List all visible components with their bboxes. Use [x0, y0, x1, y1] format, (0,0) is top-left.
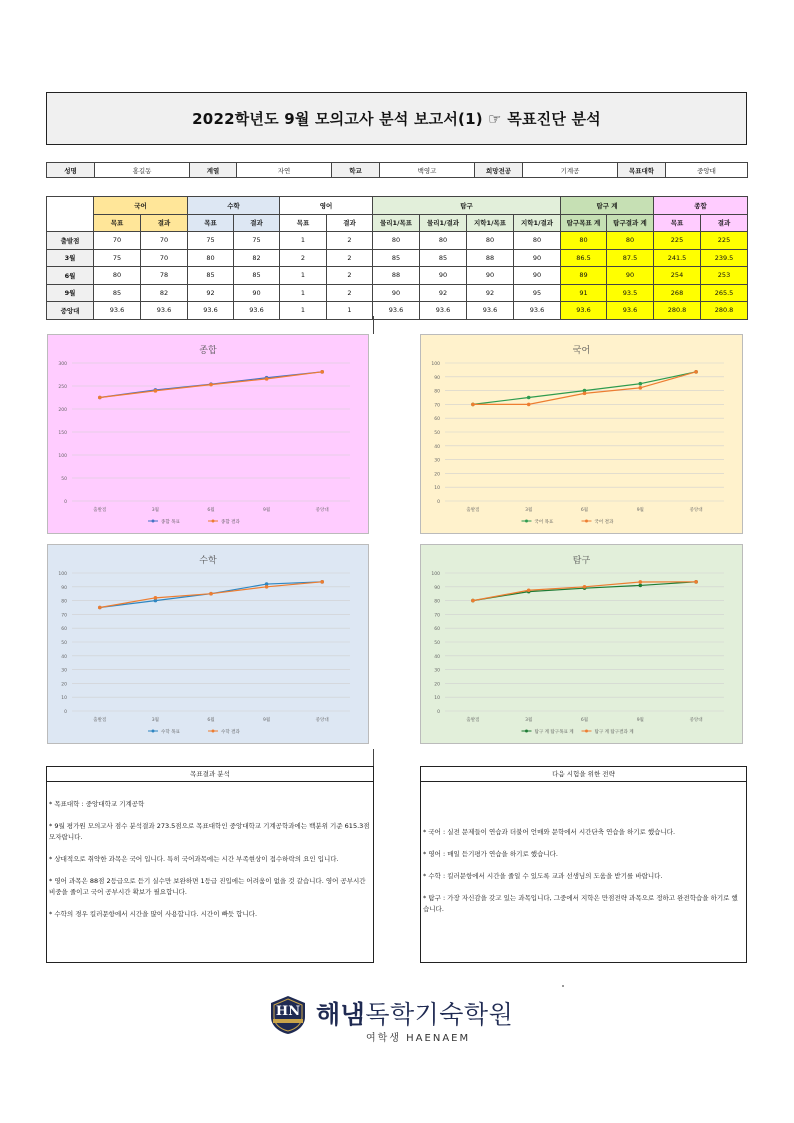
- chart-svg: [421, 545, 742, 743]
- score-cell: 253: [701, 267, 748, 285]
- x-tick-label: 6월: [580, 508, 589, 513]
- data-point: [98, 606, 102, 610]
- score-cell: 239.5: [701, 249, 748, 267]
- y-tick-label: 80: [61, 599, 67, 605]
- major-value: 기계공: [523, 163, 618, 178]
- data-point: [154, 389, 158, 393]
- score-cell: 2: [327, 249, 373, 267]
- score-cell: 93.6: [373, 302, 420, 320]
- y-tick-label: 100: [431, 572, 440, 577]
- score-cell: 70: [94, 232, 141, 250]
- y-tick-label: 200: [58, 408, 67, 413]
- analysis-panel: [46, 766, 374, 963]
- score-cell: 92: [188, 284, 234, 302]
- legend-label: 종합 목표: [161, 519, 180, 525]
- strategy-panel: [420, 766, 747, 963]
- legend-marker: [525, 730, 528, 733]
- score-cell: 92: [420, 284, 467, 302]
- legend-marker: [152, 520, 155, 523]
- table-row: [47, 249, 748, 267]
- data-point: [527, 588, 531, 592]
- score-cell: 95: [514, 284, 561, 302]
- legend-marker: [525, 520, 528, 523]
- score-cell: 2: [327, 232, 373, 250]
- score-cell: 93.6: [420, 302, 467, 320]
- score-cell: 85: [234, 267, 280, 285]
- data-point: [471, 599, 475, 603]
- chart-total: [47, 334, 369, 534]
- score-cell: 88: [467, 249, 514, 267]
- data-point: [209, 383, 213, 387]
- report-title-box: [46, 92, 747, 145]
- score-cell: 225: [654, 232, 701, 250]
- x-tick-label: 3월: [525, 718, 533, 723]
- x-tick-label: 9월: [636, 508, 644, 513]
- score-cell: 90: [514, 267, 561, 285]
- score-cell: 93.6: [94, 302, 141, 320]
- y-tick-label: 20: [61, 682, 67, 688]
- x-tick-label: 3월: [151, 718, 160, 723]
- y-tick-label: 50: [434, 431, 440, 436]
- table-row: [47, 284, 748, 302]
- subheader: 탐구목표 계: [561, 214, 607, 232]
- score-cell: 82: [141, 284, 188, 302]
- y-tick-label: 40: [61, 654, 67, 660]
- data-point: [265, 377, 269, 381]
- group-inquiry: 탐구: [373, 197, 561, 215]
- y-tick-label: 100: [431, 362, 440, 367]
- score-cell: 241.5: [654, 249, 701, 267]
- subheader: 결과: [701, 214, 748, 232]
- y-tick-label: 30: [61, 668, 67, 674]
- row-label: 6월: [47, 267, 94, 285]
- subheader: 결과: [141, 214, 188, 232]
- group-korean: 국어: [94, 197, 188, 215]
- y-tick-label: 70: [61, 613, 67, 619]
- divider-line: [373, 316, 374, 334]
- y-tick-label: 40: [434, 654, 440, 660]
- score-cell: 80: [188, 249, 234, 267]
- y-tick-label: 300: [58, 362, 67, 367]
- y-tick-label: 30: [434, 458, 440, 464]
- data-point: [639, 386, 643, 390]
- table-row: [47, 232, 748, 250]
- legend-marker: [212, 520, 215, 523]
- y-tick-label: 10: [434, 696, 440, 702]
- subheader: 물리1/목표: [373, 214, 420, 232]
- y-tick-label: 90: [434, 375, 440, 381]
- y-tick-label: 90: [434, 585, 440, 591]
- school-value: 백영고: [380, 163, 475, 178]
- brand-name: [316, 995, 513, 1031]
- score-cell: 70: [141, 232, 188, 250]
- y-tick-label: 250: [58, 385, 67, 390]
- track-label: 계열: [190, 163, 237, 178]
- row-label: 중앙대: [47, 302, 94, 320]
- x-tick-label: 3월: [525, 508, 533, 513]
- score-cell: 93.6: [467, 302, 514, 320]
- data-point: [209, 592, 213, 596]
- y-tick-label: 10: [434, 486, 440, 492]
- x-tick-label: 중앙대: [689, 718, 703, 723]
- strategy-title: 다음 시험을 위한 전략: [421, 767, 746, 782]
- data-point: [694, 370, 698, 374]
- stray-dot: [562, 985, 564, 987]
- analysis-line: * 상대적으로 취약한 과목은 국어 입니다. 특히 국어과목에는 시간 부족현상이 접수하락의 요인 입니다.: [49, 855, 339, 863]
- y-tick-label: 20: [434, 472, 440, 478]
- score-cell: 2: [327, 284, 373, 302]
- legend-marker: [212, 730, 215, 733]
- score-cell: 75: [94, 249, 141, 267]
- legend-label: 탐구 계 탐구결과 계: [594, 729, 634, 735]
- major-label: 희망전공: [475, 163, 523, 178]
- chart-korean: [420, 334, 743, 534]
- analysis-title: 목표결과 분석: [47, 767, 373, 782]
- x-tick-label: 6월: [207, 718, 215, 723]
- score-cell: 80: [420, 232, 467, 250]
- subheader: 결과: [327, 214, 373, 232]
- subheader: 물리1/결과: [420, 214, 467, 232]
- chart-title: 종합: [199, 346, 217, 356]
- group-inquiry-total: 탐구 계: [561, 197, 654, 215]
- data-point: [98, 396, 102, 400]
- x-tick-label: 출발점: [466, 508, 480, 513]
- school-label: 학교: [332, 163, 380, 178]
- shield-logo-icon: [268, 995, 308, 1035]
- chart-background: [48, 335, 368, 533]
- analysis-line: * 목표대학 : 중앙대학교 기계공학: [49, 800, 145, 808]
- score-cell: 75: [234, 232, 280, 250]
- y-tick-label: 60: [61, 627, 67, 633]
- score-cell: 268: [654, 284, 701, 302]
- legend-marker: [152, 730, 155, 733]
- strategy-line: * 영어 : 매일 듣기평가 연습을 하기로 했습니다.: [423, 850, 558, 858]
- x-tick-label: 중앙대: [689, 508, 703, 513]
- subheader: 목표: [280, 214, 327, 232]
- legend-label: 탐구 계 탐구목표 계: [534, 729, 574, 735]
- subheader: 목표: [188, 214, 234, 232]
- legend-label: 수학 목표: [161, 729, 180, 735]
- y-tick-label: 100: [58, 572, 67, 577]
- score-cell: 93.6: [607, 302, 654, 320]
- y-tick-label: 60: [434, 417, 440, 423]
- data-point: [471, 403, 475, 407]
- x-tick-label: 중앙대: [315, 718, 329, 723]
- chart-background: [48, 545, 368, 743]
- chart-title: 수학: [199, 556, 217, 566]
- x-tick-label: 중앙대: [315, 508, 329, 513]
- chart-math: [47, 544, 369, 744]
- x-tick-label: 출발점: [93, 508, 107, 513]
- y-tick-label: 0: [437, 710, 440, 715]
- y-tick-label: 80: [434, 599, 440, 605]
- x-tick-label: 6월: [580, 718, 589, 723]
- student-info-table: [46, 162, 748, 178]
- data-point: [639, 580, 643, 584]
- brand-part2: 독학기숙학원: [365, 1000, 514, 1029]
- y-tick-label: 70: [434, 403, 440, 409]
- legend-marker: [585, 730, 588, 733]
- score-cell: 80: [514, 232, 561, 250]
- row-label: 9월: [47, 284, 94, 302]
- y-tick-label: 70: [434, 613, 440, 619]
- score-cell: 89: [561, 267, 607, 285]
- score-cell: 80: [373, 232, 420, 250]
- y-tick-label: 50: [61, 477, 67, 482]
- data-point: [694, 580, 698, 584]
- score-cell: 93.6: [234, 302, 280, 320]
- subheader: 탐구결과 계: [607, 214, 654, 232]
- data-point: [583, 392, 587, 396]
- score-cell: 90: [514, 249, 561, 267]
- score-cell: 280.8: [654, 302, 701, 320]
- analysis-line: * 수학의 경우 킬러문항에서 시간을 많이 사용합니다. 시간이 빠듯 합니다.: [49, 910, 258, 918]
- score-table: [46, 196, 748, 320]
- table-row: [47, 267, 748, 285]
- chart-svg: [421, 335, 742, 533]
- group-math: 수학: [188, 197, 280, 215]
- score-cell: 85: [188, 267, 234, 285]
- track-value: 자연: [237, 163, 332, 178]
- y-tick-label: 90: [61, 585, 67, 591]
- data-point: [639, 584, 643, 588]
- score-cell: 90: [607, 267, 654, 285]
- score-cell: 88: [373, 267, 420, 285]
- chart-background: [421, 335, 742, 533]
- score-cell: 93.6: [561, 302, 607, 320]
- chart-inquiry: [420, 544, 743, 744]
- score-cell: 91: [561, 284, 607, 302]
- name-label: 성명: [47, 163, 95, 178]
- score-cell: 85: [94, 284, 141, 302]
- score-cell: 80: [561, 232, 607, 250]
- score-cell: 225: [701, 232, 748, 250]
- data-point: [265, 585, 269, 589]
- data-point: [320, 370, 324, 374]
- table-row: [47, 302, 748, 320]
- score-cell: 75: [188, 232, 234, 250]
- y-tick-label: 150: [58, 431, 67, 436]
- y-tick-label: 0: [437, 500, 440, 505]
- analysis-line: * 영어 과목은 88점 2등급으로 듣기 실수만 보완하면 1등급 진입에는 어려움이 없을 것 같습니다. 영어 공부시간 비중을 줄이고 국어 공부시간 확보가 필요합니다.: [49, 877, 366, 896]
- score-cell: 85: [420, 249, 467, 267]
- report-title: 2022학년도 9월 모의고사 분석 보고서(1) ☞ 목표진단 분석: [192, 110, 601, 128]
- score-cell: 92: [467, 284, 514, 302]
- data-point: [639, 382, 643, 386]
- data-point: [583, 585, 587, 589]
- x-tick-label: 출발점: [466, 718, 480, 723]
- subheader: 지학1/결과: [514, 214, 561, 232]
- y-tick-label: 30: [434, 668, 440, 674]
- x-tick-label: 3월: [151, 508, 160, 513]
- subheader: 목표: [94, 214, 141, 232]
- academy-logo: [268, 993, 528, 1048]
- score-cell: 2: [280, 249, 327, 267]
- y-tick-label: 100: [58, 454, 67, 459]
- x-tick-label: 9월: [636, 718, 644, 723]
- legend-label: 국어 결과: [594, 519, 614, 525]
- strategy-line: * 수학 : 킬러문항에서 시간을 줄일 수 있도록 교과 선생님의 도움을 받기를 바랍니다.: [423, 872, 663, 880]
- score-cell: 93.6: [141, 302, 188, 320]
- y-tick-label: 0: [64, 710, 67, 715]
- legend-label: 종합 결과: [221, 519, 240, 525]
- score-cell: 1: [280, 232, 327, 250]
- score-cell: 2: [327, 267, 373, 285]
- name-value: 홍길동: [95, 163, 190, 178]
- brand-part1: 해냄: [316, 1000, 366, 1029]
- y-tick-label: 10: [61, 696, 67, 702]
- y-tick-label: 40: [434, 444, 440, 450]
- univ-value: 중앙대: [666, 163, 748, 178]
- score-cell: 85: [373, 249, 420, 267]
- group-total: 종합: [654, 197, 748, 215]
- score-cell: 265.5: [701, 284, 748, 302]
- y-tick-label: 0: [64, 500, 67, 505]
- y-tick-label: 20: [434, 682, 440, 688]
- y-tick-label: 50: [434, 641, 440, 646]
- row-label: 출발점: [47, 232, 94, 250]
- subheader: 목표: [654, 214, 701, 232]
- score-cell: 1: [280, 267, 327, 285]
- logo-badge-text: HN: [275, 1004, 301, 1019]
- score-cell: 93.6: [514, 302, 561, 320]
- row-label: 3월: [47, 249, 94, 267]
- score-cell: 93.5: [607, 284, 654, 302]
- score-cell: 80: [467, 232, 514, 250]
- data-point: [320, 580, 324, 584]
- score-cell: 254: [654, 267, 701, 285]
- data-point: [154, 596, 158, 600]
- x-tick-label: 6월: [207, 508, 215, 513]
- group-english: 영어: [280, 197, 373, 215]
- score-cell: 87.5: [607, 249, 654, 267]
- y-tick-label: 60: [434, 627, 440, 633]
- chart-svg: [48, 545, 368, 743]
- chart-title: 국어: [572, 346, 591, 356]
- analysis-line: * 9월 평가원 모의고사 점수 분석결과 273.5점으로 목표대학인 중앙대학교 기계공학과에는 백분위 기준 615.3점 모자랍니다.: [49, 822, 370, 841]
- score-cell: 86.5: [561, 249, 607, 267]
- y-tick-label: 50: [61, 641, 67, 646]
- score-cell: 80: [94, 267, 141, 285]
- score-cell: 1: [280, 302, 327, 320]
- score-cell: 1: [280, 284, 327, 302]
- score-cell: 280.8: [701, 302, 748, 320]
- legend-label: 수학 결과: [221, 729, 240, 735]
- chart-svg: [48, 335, 368, 533]
- legend-marker: [585, 520, 588, 523]
- score-cell: 90: [373, 284, 420, 302]
- x-tick-label: 출발점: [93, 718, 107, 723]
- univ-label: 목표대학: [618, 163, 666, 178]
- x-tick-label: 9월: [262, 718, 271, 723]
- y-tick-label: 80: [434, 389, 440, 395]
- score-cell: 78: [141, 267, 188, 285]
- subheader: 결과: [234, 214, 280, 232]
- table-corner: [47, 197, 94, 232]
- chart-title: 탐구: [572, 556, 591, 566]
- score-cell: 1: [327, 302, 373, 320]
- strategy-line: * 탐구 : 가장 자신감을 갖고 있는 과목입니다, 그중에서 지학은 만점전략 과목으로 정하고 완전학습을 하기로 했습니다.: [423, 894, 738, 913]
- score-cell: 90: [234, 284, 280, 302]
- divider-line: [373, 749, 374, 766]
- x-tick-label: 9월: [262, 508, 271, 513]
- score-cell: 82: [234, 249, 280, 267]
- score-cell: 70: [141, 249, 188, 267]
- data-point: [527, 403, 531, 407]
- data-point: [527, 396, 531, 400]
- score-cell: 93.6: [188, 302, 234, 320]
- score-cell: 90: [467, 267, 514, 285]
- score-cell: 80: [607, 232, 654, 250]
- chart-background: [421, 545, 742, 743]
- subheader: 지학1/목표: [467, 214, 514, 232]
- score-cell: 90: [420, 267, 467, 285]
- strategy-line: * 국어 : 실전 문제들이 연습과 더불어 언매와 문학에서 시간단축 연습을 하기로 했습니다.: [423, 828, 676, 836]
- brand-subtitle: 여학생 HAENAEM: [366, 1033, 471, 1044]
- legend-label: 국어 목표: [534, 519, 554, 525]
